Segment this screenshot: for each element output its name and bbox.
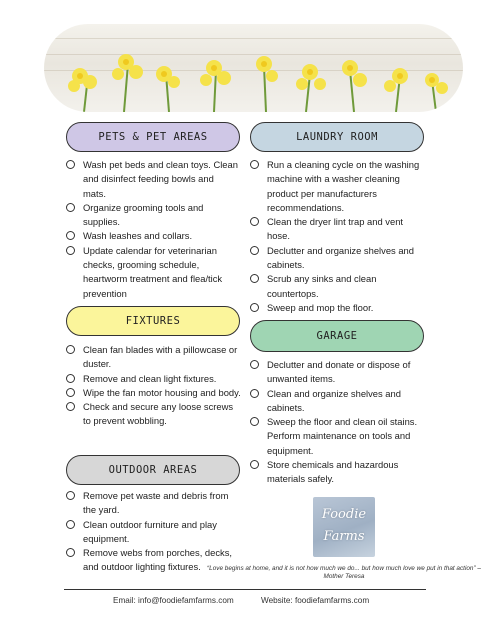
checklist-item: Remove webs from porches, decks, and outdoor lighting fixtures.	[66, 546, 242, 575]
checkbox-circle[interactable]	[66, 388, 75, 397]
checkbox-circle[interactable]	[66, 520, 75, 529]
daffodil-banner-image	[44, 24, 463, 112]
checklist-item: Remove and clean light fixtures.	[66, 372, 242, 386]
checkbox-circle[interactable]	[250, 246, 259, 255]
checklist-item: Wipe the fan motor housing and body.	[66, 386, 242, 400]
quote-text: “Love begins at home, and it is not how much we do... but how much love we put in that action” –Mother Teresa	[207, 565, 481, 580]
checkbox-circle[interactable]	[66, 491, 75, 500]
checkbox-circle[interactable]	[66, 246, 75, 255]
pets-checklist	[66, 158, 238, 301]
checklist-item: Declutter and donate or dispose of unwanted items.	[250, 358, 426, 387]
section-header-laundry	[250, 122, 424, 152]
checklist-item: Run a cleaning cycle on the washing machine with a washer cleaning product per manufacturers recommendations.	[250, 158, 426, 215]
checkbox-circle[interactable]	[250, 303, 259, 312]
footer-website: Website: foodiefamfarms.com	[261, 596, 370, 605]
fixtures-checklist	[66, 343, 242, 429]
checkbox-circle[interactable]	[66, 548, 75, 557]
checklist-item: Clean the dryer lint trap and vent hose.	[250, 215, 426, 244]
checkbox-circle[interactable]	[250, 274, 259, 283]
checklist-item: Sweep and mop the floor.	[250, 301, 426, 315]
outdoor-checklist	[66, 489, 242, 575]
checklist-item: Scrub any sinks and clean countertops.	[250, 272, 426, 301]
daffodil-flowers-illustration	[44, 24, 463, 112]
checklist-item: Remove pet waste and debris from the yard.	[66, 489, 242, 518]
checklist-item: Declutter and organize shelves and cabinets.	[250, 244, 426, 273]
checkbox-circle[interactable]	[66, 160, 75, 169]
logo-text-line2: Farms	[323, 529, 365, 544]
checklist-item: Check and secure any loose screws to prevent wobbling.	[66, 400, 242, 429]
section-title-pets: PETS & PET AREAS	[98, 131, 208, 143]
checkbox-circle[interactable]	[250, 417, 259, 426]
section-title-laundry: LAUNDRY ROOM	[296, 131, 378, 143]
logo-text-line1: Foodie	[321, 507, 367, 522]
checklist-item: Clean and organize shelves and cabinets.	[250, 387, 426, 416]
checklist-item: Wash leashes and collars.	[66, 229, 238, 243]
checkbox-circle[interactable]	[250, 217, 259, 226]
footer-divider	[64, 589, 426, 590]
checkbox-circle[interactable]	[250, 460, 259, 469]
laundry-checklist	[250, 158, 426, 315]
footer-email: Email: info@foodiefamfarms.com	[113, 596, 234, 605]
foodie-farms-logo	[313, 497, 375, 557]
section-title-outdoor: OUTDOOR AREAS	[108, 464, 198, 476]
checklist-item: Sweep the floor and clean oil stains. Perform maintenance on tools and equipment.	[250, 415, 426, 458]
section-title-fixtures: FIXTURES	[125, 315, 181, 327]
checkbox-circle[interactable]	[250, 360, 259, 369]
checklist-item: Clean outdoor furniture and play equipment.	[66, 518, 242, 547]
checklist-item: Wash pet beds and clean toys. Clean and disinfect feeding bowls and mats.	[66, 158, 238, 201]
section-title-garage: GARAGE	[316, 330, 358, 342]
checkbox-circle[interactable]	[250, 389, 259, 398]
checkbox-circle[interactable]	[66, 345, 75, 354]
checkbox-circle[interactable]	[66, 203, 75, 212]
checklist-item: Clean fan blades with a pillowcase or duster.	[66, 343, 242, 372]
section-header-pets	[66, 122, 240, 152]
section-header-fixtures	[66, 306, 240, 336]
section-header-outdoor	[66, 455, 240, 485]
checklist-item: Store chemicals and hazardous materials safely.	[250, 458, 426, 487]
checkbox-circle[interactable]	[250, 160, 259, 169]
checkbox-circle[interactable]	[66, 374, 75, 383]
checkbox-circle[interactable]	[66, 231, 75, 240]
checklist-item: Organize grooming tools and supplies.	[66, 201, 238, 230]
garage-checklist	[250, 358, 426, 487]
checkbox-circle[interactable]	[66, 402, 75, 411]
section-header-garage	[250, 320, 424, 352]
checklist-item: Update calendar for veterinarian checks, grooming schedule, heartworm treatment and flea/tick prevention	[66, 244, 238, 301]
